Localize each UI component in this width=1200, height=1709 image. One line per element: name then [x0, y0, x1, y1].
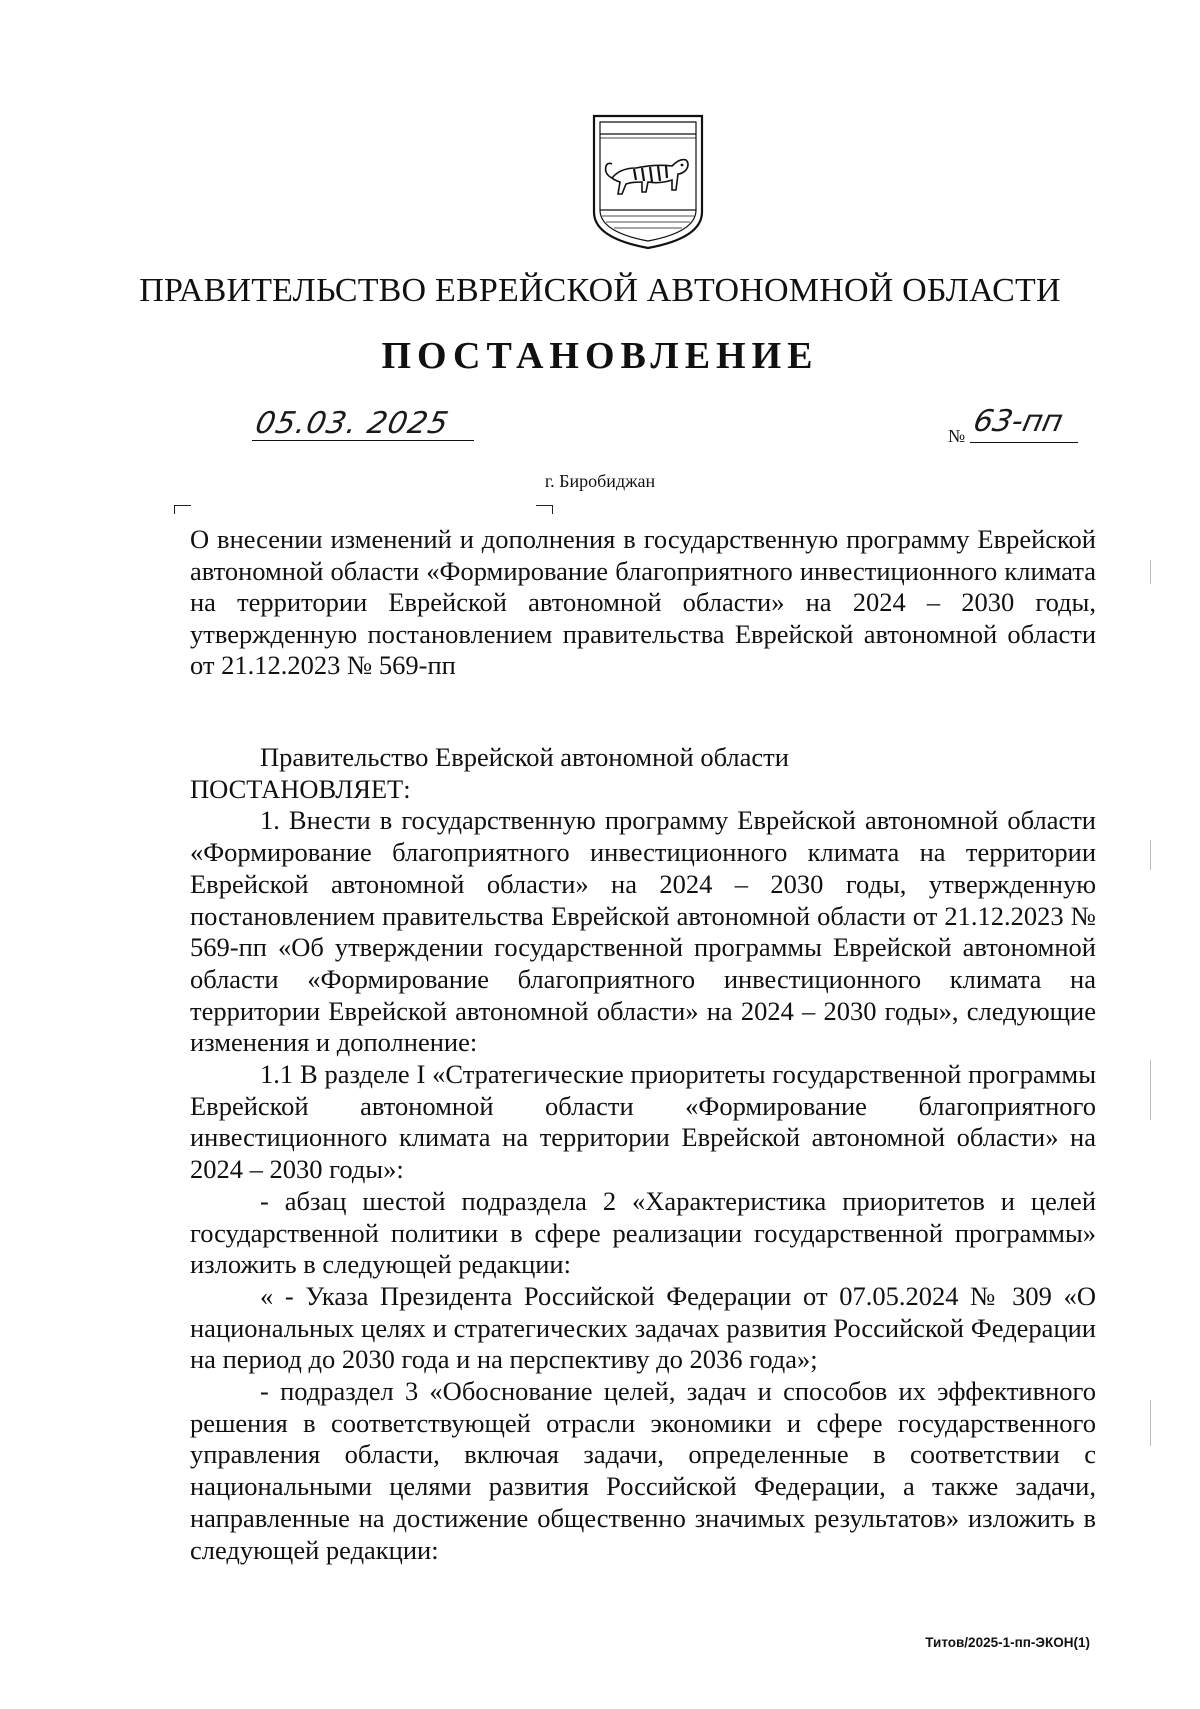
document-number-field — [948, 404, 1078, 446]
subject-corner-mark-left — [174, 505, 191, 514]
body-paragraph: - абзац шестой подраздела 2 «Характеристика приоритетов и целей государственной политики в сфере реализации государственной программы» изложить в следующей редакции: — [190, 1185, 1096, 1280]
scan-artifact — [1150, 560, 1151, 584]
body-paragraph: Правительство Еврейской автономной области — [260, 742, 789, 772]
footer-document-code: Титов/2025-1-пп-ЭКОН(1) — [925, 1635, 1090, 1650]
body-paragraph: 1.1 В разделе I «Стратегические приоритеты государственной программы Еврейской автономной области «Формирование благоприятного инвестиционного климата на территории Еврейской автономной области» на 2024 – 2030 годы»: — [190, 1059, 1096, 1185]
city-name: г. Биробиджан — [544, 471, 656, 491]
document-body — [190, 742, 1096, 1566]
coat-of-arms-emblem — [590, 112, 706, 252]
subject-corner-mark-right — [536, 505, 553, 514]
body-paragraph: ПОСТАНОВЛЯЕТ: — [190, 773, 411, 804]
document-type-title: ПОСТАНОВЛЕНИЕ — [381, 335, 819, 377]
number-sign: № — [948, 426, 966, 446]
scan-artifact — [1150, 1400, 1151, 1446]
body-paragraph: « - Указа Президента Российской Федерации от 07.05.2024 № 309 «О национальных целях и стратегических задачах развития Российской Федерации на период до 2030 года и на перспективу до 2036 года»; — [190, 1280, 1096, 1375]
scan-artifact — [1150, 1060, 1151, 1120]
scan-artifact — [1150, 840, 1151, 870]
handwritten-date: 05.03. 2025 — [252, 406, 453, 441]
number-underline — [970, 442, 1078, 443]
body-paragraph: 1. Внести в государственную программу Еврейской автономной области «Формирование благоприятного инвестиционного климата на территории Еврейской автономной области» на 2024 – 2030 годы, утвержденную постановлением правительства Еврейской автономной области от 21.12.2023 № 569-пп «Об утверждении государственной программы Еврейской автономной области «Формирование благоприятного инвестиционного климата на территории Еврейской автономной области» на 2024 – 2030 годы», следующие изменения и дополнение: — [190, 805, 1096, 1058]
organization-title: ПРАВИТЕЛЬСТВО ЕВРЕЙСКОЙ АВТОНОМНОЙ ОБЛАСТИ — [139, 272, 1061, 309]
handwritten-number: 63-пп — [970, 404, 1066, 439]
body-paragraph: - подраздел 3 «Обоснование целей, задач и способов их эффективного решения в соответствующей отрасли экономики и сфере государственного управления области, включая задачи, определенные в соответствии с национальными целями развития Российской Федерации, а также задачи, направленные на достижение общественно значимых результатов» изложить в следующей редакции: — [190, 1376, 1096, 1565]
document-date-field — [252, 406, 474, 441]
document-subject: О внесении изменений и дополнения в государственную программу Еврейской автономной области «Формирование благоприятного инвестиционного климата на территории Еврейской автономной области» на 2024 – 2030 годы, утвержденную постановлением правительства Еврейской автономной области от 21.12.2023 № 569-пп — [190, 524, 1096, 681]
